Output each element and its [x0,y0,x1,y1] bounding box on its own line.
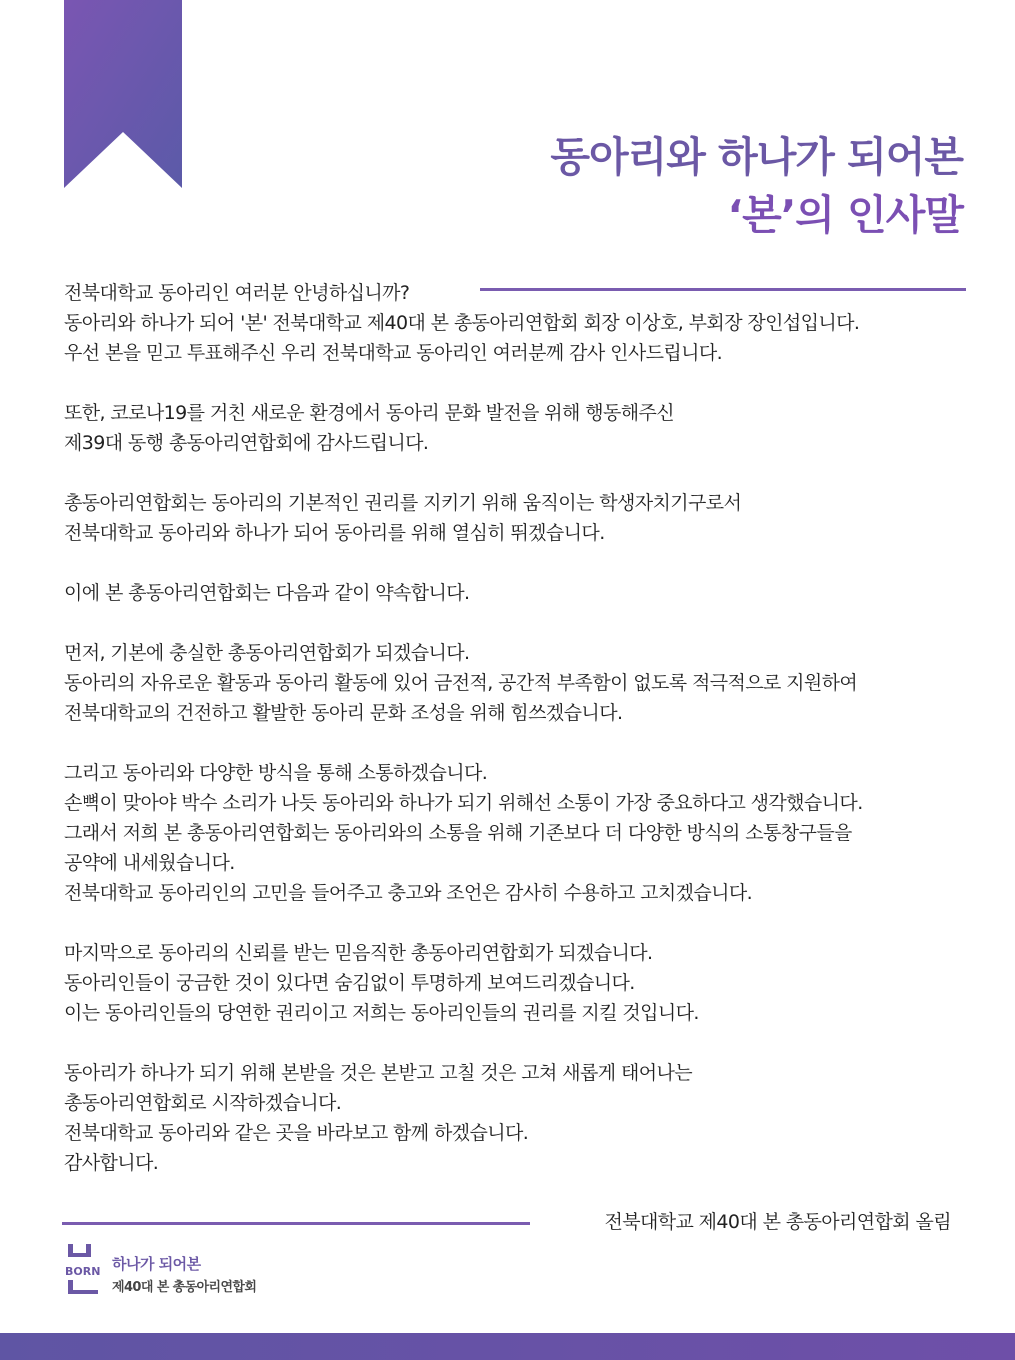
paragraph [64,488,994,548]
paragraph-line: 이는 동아리인들의 당연한 권리이고 저희는 동아리인들의 권리를 지킬 것입니다. [64,1002,699,1024]
paragraph [64,938,994,1028]
paragraph-line: 전북대학교 동아리와 하나가 되어 동아리를 위해 열심히 뛰겠습니다. [64,522,605,544]
paragraph [64,1058,994,1178]
paragraph-line: 전북대학교의 건전하고 활발한 동아리 문화 조성을 위해 힘쓰겠습니다. [64,702,623,724]
paragraph-line: 감사합니다. [64,1152,159,1174]
paragraph-line: 그래서 저희 본 총동아리연합회는 동아리와의 소통을 위해 기존보다 더 다양한 방식의 소통창구들을 [64,822,852,844]
paragraph-line: 전북대학교 동아리인 여러분 안녕하십니까? [64,282,410,304]
title-line-1: 동아리와 하나가 되어본 [550,133,963,181]
paragraph-line: 총동아리연합회로 시작하겠습니다. [64,1092,342,1114]
paragraph-line: 동아리인들이 궁금한 것이 있다면 숨김없이 투명하게 보여드리겠습니다. [64,972,635,994]
paragraph-line: 전북대학교 동아리와 같은 곳을 바라보고 함께 하겠습니다. [64,1122,529,1144]
paragraph-line: 이에 본 총동아리연합회는 다음과 같이 약속합니다. [64,582,470,604]
paragraph-line: 제39대 동행 총동아리연합회에 감사드립니다. [64,432,429,454]
letter-body [64,278,994,1208]
paragraph-line: 그리고 동아리와 다양한 방식을 통해 소통하겠습니다. [64,762,488,784]
paragraph-line: 마지막으로 동아리의 신뢰를 받는 믿음직한 총동아리연합회가 되겠습니다. [64,942,653,964]
paragraph-line: 공약에 내세웠습니다. [64,852,235,874]
bottom-divider [62,1222,530,1225]
paragraph-line: 전북대학교 동아리인의 고민을 들어주고 충고와 조언은 감사히 수용하고 고치겠습니다. [64,882,753,904]
footer-bar [0,1333,1015,1360]
logo-text: BORN [65,1265,101,1278]
paragraph [64,758,994,908]
paragraph-line: 손뼉이 맞아야 박수 소리가 나듯 동아리와 하나가 되기 위해선 소통이 가장 중요하다고 생각했습니다. [64,792,863,814]
logo-org-name: 제40대 본 총동아리연합회 [112,1280,257,1295]
paragraph-line: 동아리가 하나가 되기 위해 본받을 것은 본받고 고칠 것은 고쳐 새롭게 태어나는 [64,1062,692,1084]
paragraph [64,398,994,458]
paragraph-line: 총동아리연합회는 동아리의 기본적인 권리를 지키기 위해 움직이는 학생자치기구로서 [64,492,742,514]
born-logo-icon [64,1244,104,1298]
paragraph-line: 동아리와 하나가 되어 '본' 전북대학교 제40대 본 총동아리연합회 회장 이상호, 부회장 장인섭입니다. [64,312,860,334]
bookmark-ribbon [64,0,182,188]
logo-slogan: 하나가 되어본 [112,1255,201,1273]
paragraph [64,278,994,368]
paragraph [64,638,994,728]
page-title [323,128,963,244]
signature: 전북대학교 제40대 본 총동아리연합회 올림 [604,1211,951,1233]
paragraph [64,578,994,608]
paragraph-line: 또한, 코로나19를 거친 새로운 환경에서 동아리 문화 발전을 위해 행동해주신 [64,402,674,424]
title-line-2: ‘본’의 인사말 [727,191,963,239]
paragraph-line: 동아리의 자유로운 활동과 동아리 활동에 있어 금전적, 공간적 부족함이 없도록 적극적으로 지원하여 [64,672,858,694]
paragraph-line: 우선 본을 믿고 투표해주신 우리 전북대학교 동아리인 여러분께 감사 인사드립니다. [64,342,723,364]
paragraph-line: 먼저, 기본에 충실한 총동아리연합회가 되겠습니다. [64,642,470,664]
